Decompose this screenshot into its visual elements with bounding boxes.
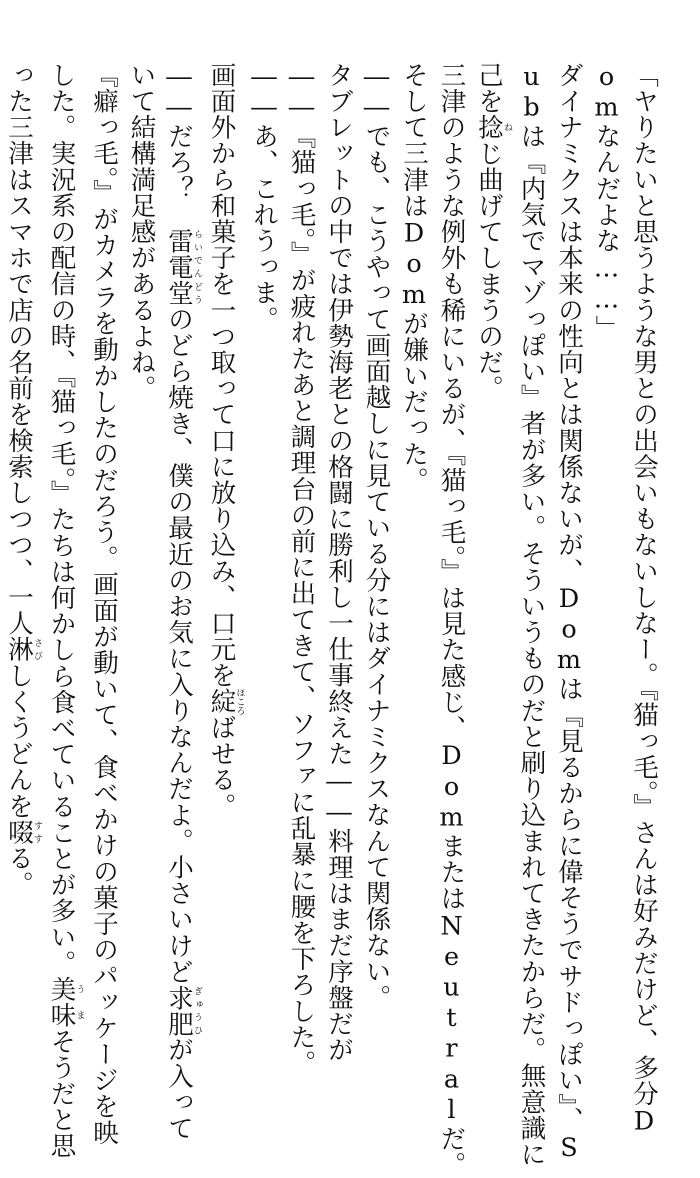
ruby-text	[474, 114, 512, 141]
ruby-base: 雷電堂	[164, 227, 194, 306]
text-line: そして三津はDomが嫌いだった。	[399, 62, 429, 494]
text-line: 『癖っ毛。』がカメラを動かしたのだろう。画面が動いて、食べかけの菓子のパッケージを映	[89, 62, 119, 1146]
text-segment: った三津はスマホで店の名前を検索しつつ、一人	[4, 62, 34, 637]
ruby-text	[4, 818, 42, 846]
text-segment: 画面外から和菓子を一つ取って口に放り込み、口元を	[206, 62, 237, 689]
text-line	[160, 62, 203, 1142]
text-line: ――『猫っ毛。』が疲れたあと調理台の前に出てきて、ソファに乱暴に腰を下ろした。	[286, 62, 317, 1077]
text-line: いて結構満足感があるよね。	[126, 62, 157, 402]
text-segment: ばせる。	[206, 714, 237, 819]
text-segment: のどら焼き、僕の最近のお気に入りなんだよ。小さいけど	[164, 305, 194, 985]
text-line: ubは『内気でマゾっぽい』者が多い。そういうものだと刷り込まれてきたからだ。無意識に	[516, 62, 547, 1168]
text-segment: じ曲げてしまうのだ。	[474, 140, 504, 402]
text-segment: しくうどんを	[4, 662, 34, 819]
text-line: タブレットの中では伊勢海老との格闘に勝利し一仕事終えた――料理はまだ序盤だが	[324, 62, 354, 1063]
text-line	[42, 62, 85, 1159]
ruby-text	[164, 984, 202, 1037]
text-line: ――あ、これうっま。	[249, 62, 279, 332]
ruby-text	[206, 687, 245, 715]
text-line	[202, 62, 245, 962]
ruby-base: 綻	[206, 687, 237, 715]
text-segment: が入って	[164, 1036, 194, 1142]
ruby-text	[46, 976, 85, 1029]
text-line: 「ヤりたいと思うような男との出会いもないしなー。『猫っ毛。』さんは好みだけど、多分D	[629, 62, 659, 1138]
text-segment: 己を	[474, 62, 504, 115]
ruby-reading: さび	[32, 636, 42, 663]
ruby-reading: ほころ	[234, 687, 245, 715]
text-line: 三津のような例外も稀にいるが、『猫っ毛。』は見た感じ、DomまたはNeutralだ。	[436, 62, 467, 1178]
ruby-reading: すす	[32, 818, 42, 846]
ruby-text	[4, 636, 42, 663]
ruby-reading: うま	[74, 976, 85, 1029]
ruby-base: 求肥	[164, 984, 194, 1037]
text-line: omなんだよな……」	[591, 62, 622, 341]
vertical-text-body	[4, 62, 662, 1178]
ruby-base: 美味	[46, 976, 77, 1029]
ruby-base: 啜	[4, 818, 34, 846]
ruby-base: 捻	[474, 114, 504, 141]
text-segment: した。実況系の配信の時、『猫っ毛。』たちは何かしら食べていることが多い。	[46, 62, 77, 977]
text-segment: そうだと思	[46, 1028, 77, 1159]
ruby-base: 淋	[4, 636, 34, 663]
text-line: ――でも、こうやって画面越しに見ている分にはダイナミクスなんて関係ない。	[361, 62, 392, 1011]
text-segment: ――だろ？	[164, 62, 194, 228]
ruby-reading: ね	[502, 114, 512, 141]
ruby-reading: らいでんどう	[192, 227, 202, 306]
ruby-reading: ぎゅうひ	[192, 984, 202, 1037]
ruby-text	[164, 227, 202, 306]
text-line: ダイナミクスは本来の性向とは関係ないが、Domは『見るからに偉そうでサドっぽい』、S	[554, 62, 584, 1164]
text-line	[0, 62, 42, 962]
text-line	[470, 62, 513, 962]
text-segment: る。	[4, 845, 34, 898]
